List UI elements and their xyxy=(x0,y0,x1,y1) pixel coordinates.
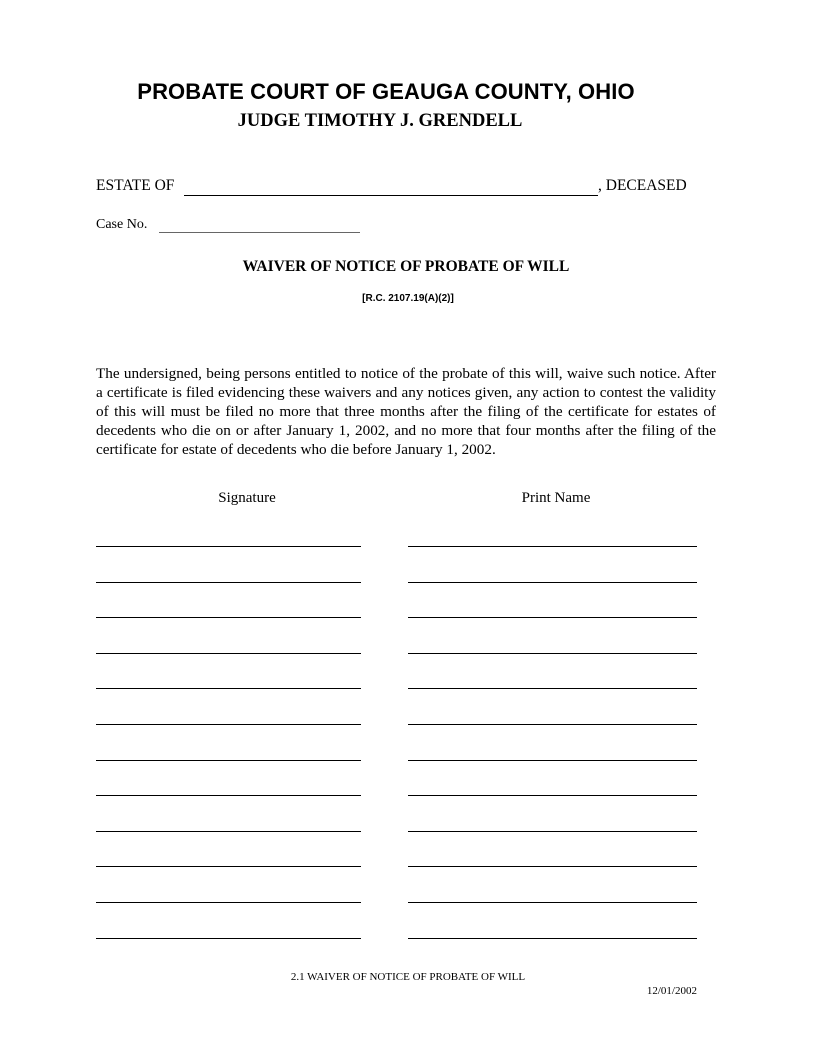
print-name-line[interactable] xyxy=(408,760,697,761)
signature-line[interactable] xyxy=(96,617,361,618)
case-number-field[interactable] xyxy=(159,232,360,233)
signature-line[interactable] xyxy=(96,582,361,583)
signature-line[interactable] xyxy=(96,938,361,939)
signature-line[interactable] xyxy=(96,688,361,689)
print-name-line[interactable] xyxy=(408,938,697,939)
case-label: Case No. xyxy=(96,217,148,232)
print-name-line[interactable] xyxy=(408,866,697,867)
footer-date: 12/01/2002 xyxy=(646,985,697,997)
statute-reference: [R.C. 2107.19(A)(2)] xyxy=(362,293,454,304)
footer-form-id: 2.1 WAIVER OF NOTICE OF PROBATE OF WILL xyxy=(290,971,526,983)
signature-column-header: Signature xyxy=(218,490,276,506)
signature-line[interactable] xyxy=(96,546,361,547)
print-name-line[interactable] xyxy=(408,831,697,832)
print-name-line[interactable] xyxy=(408,653,697,654)
print-name-column-header: Print Name xyxy=(521,490,591,506)
signature-line[interactable] xyxy=(96,653,361,654)
estate-label: ESTATE OF xyxy=(96,177,175,194)
judge-name: JUDGE TIMOTHY J. GRENDELL xyxy=(237,111,523,131)
print-name-line[interactable] xyxy=(408,902,697,903)
print-name-line[interactable] xyxy=(408,688,697,689)
estate-name-field[interactable] xyxy=(184,195,598,196)
signature-line[interactable] xyxy=(96,902,361,903)
deceased-label: , DECEASED xyxy=(598,177,687,194)
print-name-line[interactable] xyxy=(408,795,697,796)
court-name: PROBATE COURT OF GEAUGA COUNTY, OHIO xyxy=(137,79,635,104)
waiver-paragraph: The undersigned, being persons entitled to notice of the probate of this will, waive such notice. After a certificate is filed evidencing these waivers and any notices given, any action to contest the validity of this will must be filed no more that three months after the filing of the certificate for estates of decedents who die on or after January 1, 2002, and no more that four months after the filing of the certificate for estate of decedents who die before January 1, 2002. xyxy=(96,365,716,458)
signature-line[interactable] xyxy=(96,724,361,725)
signature-line[interactable] xyxy=(96,866,361,867)
signature-line[interactable] xyxy=(96,795,361,796)
print-name-line[interactable] xyxy=(408,582,697,583)
print-name-line[interactable] xyxy=(408,546,697,547)
print-name-line[interactable] xyxy=(408,617,697,618)
signature-line[interactable] xyxy=(96,760,361,761)
signature-line[interactable] xyxy=(96,831,361,832)
form-title: WAIVER OF NOTICE OF PROBATE OF WILL xyxy=(242,258,570,275)
print-name-line[interactable] xyxy=(408,724,697,725)
